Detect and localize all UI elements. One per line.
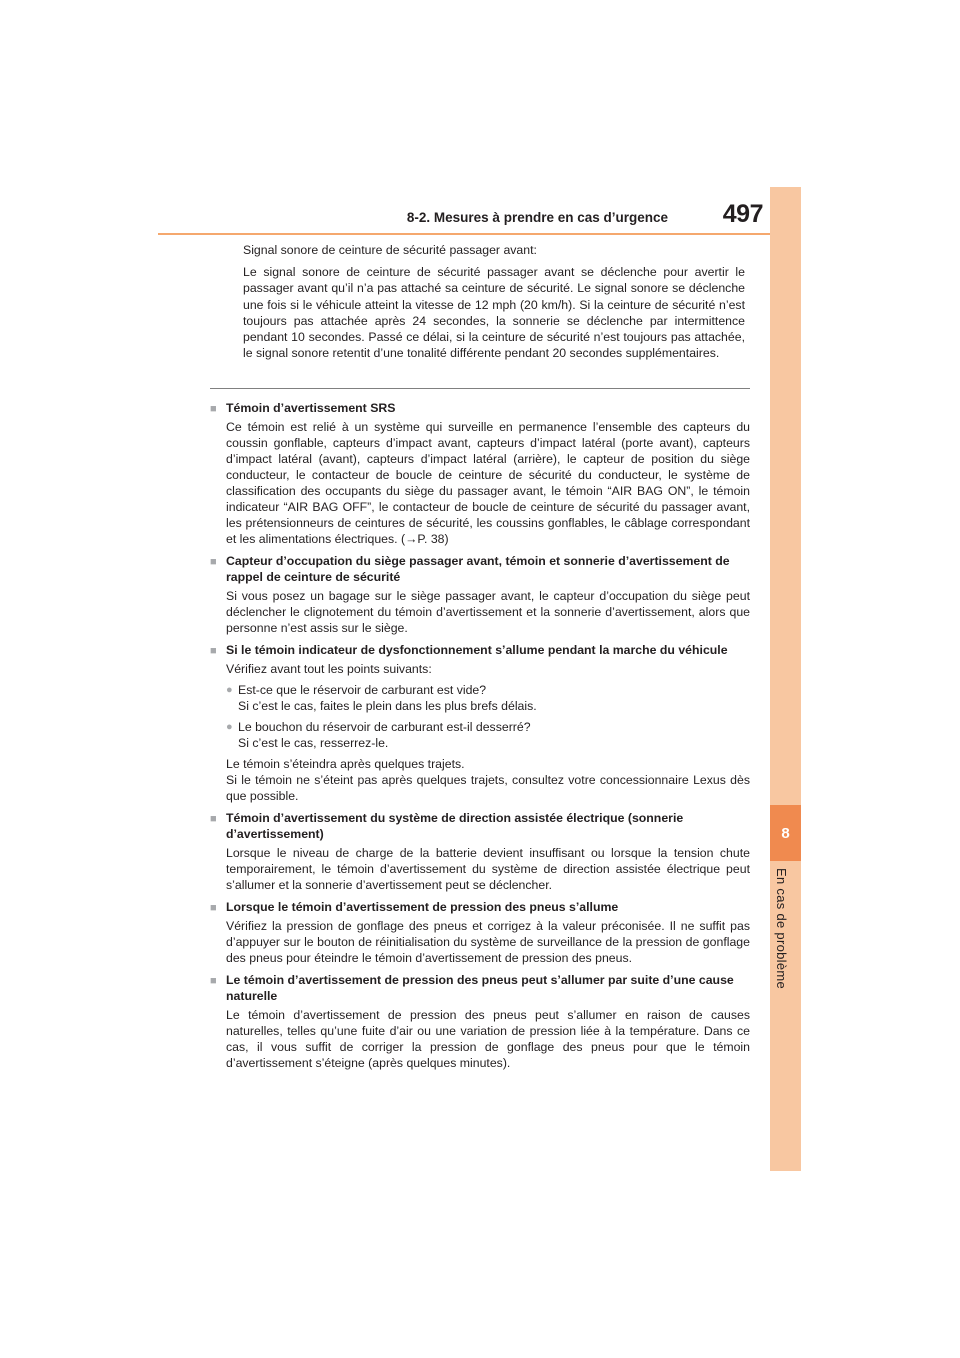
round-bullet-icon: ● xyxy=(226,684,233,696)
chapter-number: 8 xyxy=(770,805,801,861)
note-body: Ce témoin est relié à un système qui surveille en permanence l’ensemble des capteurs du coussin gonflable, capteurs d’impact avant, capteurs d’impact latéral (porte avant), capteurs d’impact latéral (avant), capteurs d’impact latéral (arrière), le capteur de position du siège conducteur, le contacteur de boucle de ceinture de sécurité du conducteur, le système de classification des occupants du siège du passager avant, le témoin “AIR BAG ON”, le témoin indicateur “AIR BAG OFF”, le contacteur de boucle de ceinture de sécurité du passager avant, les prétensionneurs de ceintures de sécurité, les coussins gonflables, le câblage correspondant et les alimentations électriques. (→P. 38) xyxy=(226,420,750,546)
note-body: Si vous posez un bagage sur le siège passager avant, le capteur d’occupation du siège peut déclencher le clignotement du témoin d’avertissement et la sonnerie d’avertissement, alors que personne n’est assis sur le siège. xyxy=(226,589,750,635)
square-bullet-icon: ■ xyxy=(210,556,217,568)
square-bullet-icon: ■ xyxy=(210,975,217,987)
square-bullet-icon: ■ xyxy=(210,813,217,825)
section-title: 8-2. Mesures à prendre en cas d’urgence xyxy=(406,210,668,225)
note-heading: Si le témoin indicateur de dysfonctionnement s’allume pendant la marche du véhicule xyxy=(226,643,728,657)
check-question: Le bouchon du réservoir de carburant est-il desserré? xyxy=(238,720,531,734)
note-intro: Vérifiez avant tout les points suivants: xyxy=(226,662,432,676)
check-answer: Si c’est le cas, resserrez-le. xyxy=(238,736,389,750)
note-heading: Témoin d’avertissement SRS xyxy=(226,401,396,415)
note-heading: Témoin d’avertissement du système de direction assistée électrique (sonnerie d’avertissement) xyxy=(226,811,684,841)
square-bullet-icon: ■ xyxy=(210,403,217,415)
note-outro: Si le témoin ne s’éteint pas après quelques trajets, consultez votre concessionnaire Lexus dès que possible. xyxy=(226,773,750,803)
square-bullet-icon: ■ xyxy=(210,645,217,657)
note-item xyxy=(210,810,750,893)
notes-list xyxy=(210,400,750,1077)
check-answer: Si c’est le cas, faites le plein dans les plus brefs délais. xyxy=(238,699,537,713)
note-body xyxy=(210,661,750,804)
round-bullet-icon: ● xyxy=(226,721,233,733)
note-item xyxy=(210,400,750,547)
intro-heading: Signal sonore de ceinture de sécurité passager avant: xyxy=(243,243,537,257)
note-body: Vérifiez la pression de gonflage des pneus et corrigez à la valeur préconisée. Il ne suffit pas d’appuyer sur le bouton de réinitialisation du système de surveillance de la pression de gonflage des pneus pour éteindre le témoin d’avertissement de pression des pneus. xyxy=(226,919,750,965)
note-outro: Le témoin s’éteindra après quelques trajets. xyxy=(226,757,465,771)
note-body: Lorsque le niveau de charge de la batterie devient insuffisant ou lorsque la tension chute temporairement, le témoin d’avertissement du système de direction assistée électrique peut s’allumer et la sonnerie d’avertissement peut se déclencher. xyxy=(226,846,750,892)
intro-block xyxy=(243,242,745,367)
header-rule xyxy=(158,233,801,235)
note-item xyxy=(210,642,750,804)
note-item xyxy=(210,899,750,966)
check-question: Est-ce que le réservoir de carburant est vide? xyxy=(238,683,487,697)
section-divider xyxy=(210,388,750,389)
note-item xyxy=(210,553,750,636)
side-tab xyxy=(770,187,801,1171)
page-number: 497 xyxy=(722,200,763,228)
note-item xyxy=(210,972,750,1071)
check-item xyxy=(226,719,750,751)
note-heading: Le témoin d’avertissement de pression des pneus peut s’allumer par suite d’une cause naturelle xyxy=(226,973,734,1003)
square-bullet-icon: ■ xyxy=(210,902,217,914)
check-item xyxy=(226,682,750,714)
chapter-title: En cas de problème xyxy=(774,868,789,990)
note-body: Le témoin d’avertissement de pression des pneus peut s’allumer en raison de causes naturelles, telles qu’une fuite d’air ou une variation de pression liée à la température. Dans ce cas, il vous suffit de corriger la pression de gonflage des pneus pour que le témoin d’avertissement s’éteigne (après quelques minutes). xyxy=(226,1008,750,1070)
note-heading: Lorsque le témoin d’avertissement de pression des pneus s’allume xyxy=(226,900,619,914)
note-heading: Capteur d’occupation du siège passager avant, témoin et sonnerie d’avertissement de rappel de ceinture de sécurité xyxy=(226,554,730,584)
intro-text: Le signal sonore de ceinture de sécurité passager avant se déclenche pour avertir le passager avant qu’il n’a pas attaché sa ceinture de sécurité. Le signal sonore se déclenche une fois si le véhicule atteint la vitesse de 12 mph (20 km/h). Si la ceinture de sécurité n’est toujours pas attachée après 24 secondes, la sonnerie se déclenche par intermittence pendant 10 secondes. Passé ce délai, si la ceinture de sécurité n’est toujours pas attachée, le signal sonore retentit d’une tonalité différente pendant 20 secondes supplémentaires. xyxy=(243,265,745,361)
